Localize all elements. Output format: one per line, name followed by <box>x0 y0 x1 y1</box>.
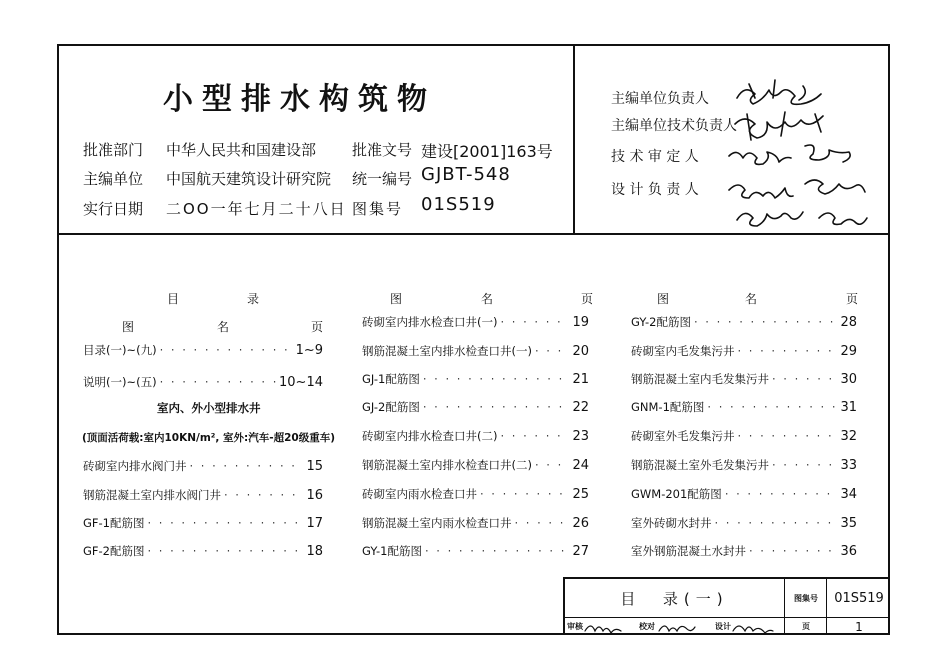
dot-leader <box>423 372 570 386</box>
toc-entry-name: 钢筋混凝土室内排水检查口井(一) <box>362 344 532 358</box>
page-label: 页 <box>802 622 810 631</box>
toc-entry-name: 砖砌室内排水检查口井(一) <box>362 315 498 329</box>
toc-entry-name: GJ-1配筋图 <box>362 372 420 386</box>
dot-leader <box>500 429 569 443</box>
dot-leader <box>423 400 570 414</box>
toc-col2-head-tu: 图 <box>390 292 403 306</box>
toc-entry <box>83 374 323 392</box>
toc-head-lu: 录 <box>247 292 260 306</box>
toc-entry-page: 30 <box>840 372 857 387</box>
toc-entry-name: GF-1配筋图 <box>83 516 145 530</box>
toc-entry-page: 29 <box>840 344 857 359</box>
header-separator <box>59 233 888 235</box>
dot-leader <box>694 315 837 329</box>
title-block-col <box>826 579 827 635</box>
toc-entry-name: 目录(一)~(九) <box>83 343 157 357</box>
atlas-no-small: 01S519 <box>834 590 884 606</box>
unified-no-label: 统一编号 <box>352 170 413 188</box>
toc-entry-name: 室外砖砌水封井 <box>631 516 712 530</box>
drawing-frame <box>57 44 890 635</box>
toc-entry <box>362 399 589 417</box>
dot-leader <box>707 400 837 414</box>
toc-entry <box>83 487 323 505</box>
toc-col2-head-ming: 名 <box>481 292 494 306</box>
toc-entry-page: 18 <box>306 544 323 559</box>
toc-entry-page: 21 <box>572 372 589 387</box>
toc-col3-head-tu: 图 <box>657 292 670 306</box>
toc-entry-name: GNM-1配筋图 <box>631 400 705 414</box>
dot-leader <box>535 344 569 358</box>
toc-entry-name: 钢筋混凝土室内毛发集污井 <box>631 372 769 386</box>
review-label: 审核 <box>567 622 583 631</box>
toc-entry-page: 17 <box>306 516 323 531</box>
section-title: 室内、外小型排水井 <box>157 401 261 415</box>
chief-unit-label: 主编单位负责人 <box>611 91 709 107</box>
dot-leader <box>500 315 569 329</box>
toc-entry-page: 36 <box>840 544 857 559</box>
toc-entry <box>362 314 589 332</box>
toc-entry-name: GF-2配筋图 <box>83 544 145 558</box>
toc-entry-name: 砖砌室内排水阀门井 <box>83 459 187 473</box>
header-divider <box>573 46 575 233</box>
dot-leader <box>224 488 303 502</box>
toc-entry-page: 32 <box>840 429 857 444</box>
toc-entry <box>631 371 857 389</box>
toc-entry-name: 砖砌室内雨水检查口井 <box>362 487 477 501</box>
sheet-title: 目 录(一) <box>620 589 729 608</box>
dot-leader <box>190 459 304 473</box>
toc-entry <box>631 457 857 475</box>
editor-value: 中国航天建筑设计研究院 <box>166 170 332 188</box>
toc-entry-name: 钢筋混凝土室内雨水检查口井 <box>362 516 512 530</box>
title-block-signatures-image <box>583 619 783 635</box>
dot-leader <box>515 516 570 530</box>
toc-entry <box>83 543 323 561</box>
toc-col3-head-ye: 页 <box>846 292 859 306</box>
toc-entry <box>631 343 857 361</box>
dot-leader <box>148 544 304 558</box>
toc-entry-page: 22 <box>572 400 589 415</box>
dot-leader <box>738 344 838 358</box>
dot-leader <box>425 544 569 558</box>
toc-entry-page: 28 <box>840 315 857 330</box>
toc-entry <box>631 314 857 332</box>
atlas-no-label: 图集号 <box>352 200 404 218</box>
impl-date-label: 实行日期 <box>83 200 144 218</box>
toc-col2-head-ye: 页 <box>581 292 594 306</box>
design-label: 设计 <box>715 622 731 631</box>
toc-entry-name: GY-2配筋图 <box>631 315 691 329</box>
toc-entry-name: 砖砌室外毛发集污井 <box>631 429 735 443</box>
toc-entry-name: 砖砌室内排水检查口井(二) <box>362 429 498 443</box>
approve-dept-value: 中华人民共和国建设部 <box>166 141 317 159</box>
check-label: 校对 <box>639 622 655 631</box>
toc-entry <box>631 399 857 417</box>
toc-entry-name: GY-1配筋图 <box>362 544 422 558</box>
toc-entry-page: 27 <box>572 544 589 559</box>
toc-entry <box>362 343 589 361</box>
toc-entry-page: 10~14 <box>279 375 323 390</box>
signatures-image <box>719 74 889 234</box>
toc-entry-page: 16 <box>306 488 323 503</box>
chief-tech-label: 主编单位技术负责人 <box>611 118 737 134</box>
toc-entry-name: 钢筋混凝土室内排水阀门井 <box>83 488 221 502</box>
toc-entry <box>362 371 589 389</box>
title-block-col <box>784 579 785 635</box>
toc-entry <box>362 543 589 561</box>
approve-doc-value: 建设[2001]163号 <box>421 142 553 161</box>
toc-entry-page: 20 <box>572 344 589 359</box>
design-lead-label: 设 计 负 责 人 <box>611 182 699 198</box>
dot-leader <box>738 429 838 443</box>
toc-sub-head-ye: 页 <box>311 320 324 334</box>
toc-entry <box>362 457 589 475</box>
toc-entry <box>631 515 857 533</box>
toc-entry-name: GWM-201配筋图 <box>631 487 722 501</box>
dot-leader <box>772 458 837 472</box>
toc-entry <box>362 486 589 504</box>
tech-review-label: 技 术 审 定 人 <box>611 149 699 165</box>
toc-entry <box>362 515 589 533</box>
approve-dept-label: 批准部门 <box>83 141 144 159</box>
toc-entry <box>83 458 323 476</box>
dot-leader <box>725 487 838 501</box>
section-note: (顶面活荷载:室内10KN/m², 室外:汽车-超20级重车) <box>82 432 336 444</box>
toc-entry-page: 15 <box>306 459 323 474</box>
page-no: 1 <box>855 619 863 634</box>
toc-entry-page: 1~9 <box>295 343 323 358</box>
toc-entry <box>631 428 857 446</box>
atlas-no-label-small: 图集号 <box>794 593 818 603</box>
toc-entry <box>83 342 323 360</box>
toc-entry-name: 钢筋混凝土室外毛发集污井 <box>631 458 769 472</box>
atlas-no-value: 01S519 <box>421 194 496 215</box>
toc-entry <box>631 543 857 561</box>
toc-entry-name: 钢筋混凝土室内排水检查口井(二) <box>362 458 532 472</box>
toc-entry-name: 砖砌室内毛发集污井 <box>631 344 735 358</box>
impl-date-value: 二OO一年七月二十八日 <box>166 200 347 218</box>
toc-entry-page: 24 <box>572 458 589 473</box>
dot-leader <box>772 372 837 386</box>
dot-leader <box>715 516 838 530</box>
dot-leader <box>749 544 837 558</box>
toc-entry <box>362 428 589 446</box>
unified-no-value: GJBT-548 <box>421 164 511 185</box>
toc-entry-page: 31 <box>840 400 857 415</box>
toc-entry-name: 室外钢筋混凝土水封井 <box>631 544 746 558</box>
toc-entry <box>631 486 857 504</box>
toc-entry-page: 33 <box>840 458 857 473</box>
toc-col3-head-ming: 名 <box>745 292 758 306</box>
dot-leader <box>535 458 569 472</box>
toc-head-mu: 目 <box>167 292 180 306</box>
toc-entry-name: 说明(一)~(五) <box>83 375 157 389</box>
toc-entry-page: 25 <box>572 487 589 502</box>
dot-leader <box>480 487 569 501</box>
approve-doc-label: 批准文号 <box>352 141 413 159</box>
title-block <box>563 577 890 635</box>
editor-label: 主编单位 <box>83 170 144 188</box>
toc-entry-name: GJ-2配筋图 <box>362 400 420 414</box>
toc-entry-page: 26 <box>572 516 589 531</box>
toc-entry <box>83 515 323 533</box>
toc-entry-page: 35 <box>840 516 857 531</box>
toc-entry-page: 23 <box>572 429 589 444</box>
toc-sub-head-ming: 名 <box>217 320 230 334</box>
toc-entry-page: 19 <box>572 315 589 330</box>
toc-sub-head-tu: 图 <box>122 320 135 334</box>
dot-leader <box>148 516 304 530</box>
document-title: 小型排水构筑物 <box>163 82 436 117</box>
dot-leader <box>160 343 293 357</box>
dot-leader <box>160 375 276 389</box>
toc-entry-page: 34 <box>840 487 857 502</box>
